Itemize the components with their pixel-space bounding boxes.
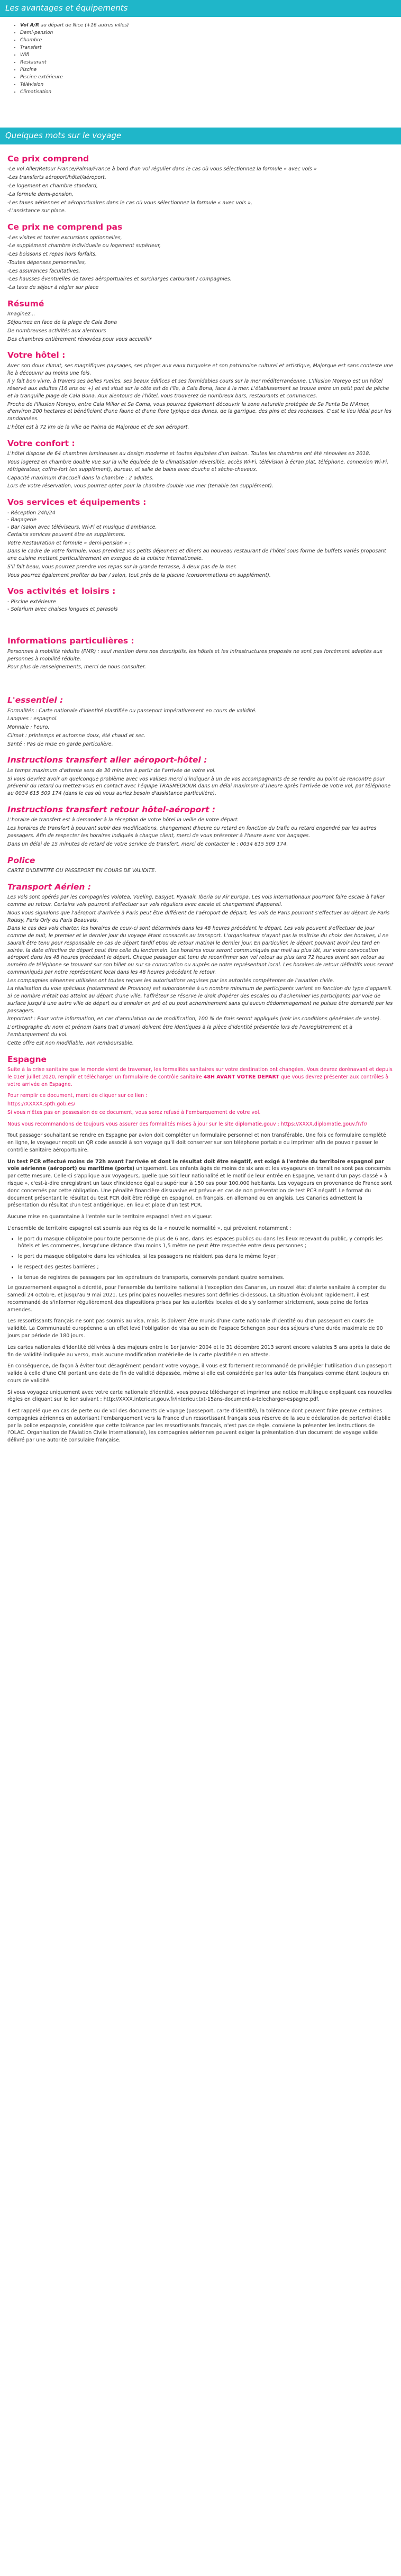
essentials-line: Monnaie : l'euro. <box>7 724 50 731</box>
air-transport-paragraph: L'orthographe du nom et prénom (sans trait d'union) doivent être identiques à la pièce d'identité présentée lors de l'enregistrement et à l'embarquement du vol. <box>7 1024 353 1038</box>
comfort-paragraph: Lors de votre réservation, vous pourrez opter pour la chambre double vue mer (tenable (en supplément). <box>7 483 274 489</box>
spacer <box>7 613 394 629</box>
equipment-list <box>20 22 394 96</box>
summary-line: Des chambres entièrement rénovées pour vous accueillir <box>7 336 152 342</box>
price-excludes-line: -Les assurances facultatives, <box>7 268 80 274</box>
spain-text <box>7 1066 394 1444</box>
price-excludes-line: -Les visites et toutes excursions optionnelles, <box>7 234 122 241</box>
spain-paragraph: Il est rappelé que en cas de perte ou de vol des documents de voyage (passeport, carte d'identité), la tolérance dont peuvent faire preuve certaines compagnies aériennes en autorisant l'embarquement vers la France d'un ressortissant français sous réserve de la seule déclaration de perte/vol établie par la police espagnole, considère que cette tolérance par les ressortissants français, n'est pas de règle. conviene la présenter les instructions de l'OLAC. Organisation de l'Aviation Civile Internationale), les compagnies aériennes peuvent exiger la présentation d'un document de voyage valide délivré par une autorité consulaire française. <box>7 1408 391 1444</box>
air-transport-paragraph: La réalisation du voie spéciaux (notamment de Province) est subordonnée à un nombre minimum de participants variant en fonction du type d'appareil. Si ce nombre n'était pas atteint au départ d'une ville, l'affréteur se réserve le droit d'opérer des escales ou d'acheminer les participants par voie de surface jusqu'à une autre ville de départ ou d'annuler en pré et ou post acheminement sans qu'aucun dédommagement ne puisse être demandé par les passagers. <box>7 986 393 1014</box>
spain-link[interactable]: https://XXXXX.spth.gob.es/ <box>7 1101 76 1108</box>
price-excludes-line: -Toutes dépenses personnelles, <box>7 259 86 266</box>
spain-paragraph: Suite à la crise sanitaire que le monde vient de traverser, les formalités sanitaires sur votre destination ont changées. Vous devrez dorénavant et depuis le 01er juillet 2020, remplir et télécharger un formulaire de contrôle sanitaire 48H AVANT VOTRE DEPART que vous devrez présenter aux contrôles à votre arrivée en Espagne. <box>7 1067 393 1087</box>
services-item: - Bagagerie <box>7 516 394 524</box>
price-includes-line: -La formule demi-pension, <box>7 191 74 197</box>
spain-rules-list <box>18 1236 394 1282</box>
equipment-item: • Transfert <box>20 44 394 51</box>
activities-item: - Solarium avec chaises longues et parasols <box>7 606 394 613</box>
services-paragraph: Dans le cadre de votre formule, vous prendrez vos petits déjeuners et dîners au nouveau restaurant de l'hôtel sous forme de buffets variés proposant une cuisine mettant particulièrement en exergue de la cuisine internationale. <box>7 548 386 562</box>
equipment-item: • Demi-pension <box>20 30 394 37</box>
hotel-paragraph: Proche de l'Illusion Moreyo, entre Cala Millor et Sa Coma, vous pourrez également découvrir la zone naturelle protégée de Sa Punta De N'Amer, d'environ 200 hectares et bénéficiant d'une faune et d'une flore typique des dunes, de la garrigue, des pins et des rochesses. C'est le lieu idéal pour les randonnées. <box>7 401 391 422</box>
spain-paragraph: Si vous n'êtes pas en possession de ce document, vous serez refusé à l'embarquement de votre vol. <box>7 1109 261 1115</box>
essentials-heading: L'essentiel : <box>7 695 63 705</box>
services-heading: Vos services et équipements : <box>7 497 147 507</box>
price-includes-line: -Le vol Aller/Retour France/Palma/France à bord d'un vol régulier dans le cas où vous sélectionnez la formule « avec vols » <box>7 166 317 173</box>
transfer-return-paragraph: L'horaire de transfert est à demander à la réception de votre hôtel la veille de votre départ. <box>7 817 239 823</box>
services-text <box>7 510 394 579</box>
equipment-section-header: Les avantages et équipements <box>0 0 401 17</box>
info-heading: Informations particulières : <box>7 636 134 646</box>
price-excludes-heading: Ce prix ne comprend pas <box>7 222 123 232</box>
police-heading: Police <box>7 855 35 865</box>
air-transport-paragraph: Dans le cas des vols charter, les horaires de ceux-ci sont déterminés dans les 48 heures précédant le départ. Les vols peuvent s'effectuer de jour comme de nuit, le premier et le dernier jour du voyage étant consacrés au transport. L'organisateur n'ayant pas la maîtrise du choix des horaires, il ne saurait être tenu pour responsable en cas de départ tardif et/ou de retour matinal le dernier jour. En particulier, le départ pouvant avoir lieu tard en soirée, la date effective de départ peut être celle du lendemain. Les horaires vous seront communiqués par mail au plus tôt, sur votre convocation aéroport dans les 48 heures précédant le départ. Chaque passager est tenu de reconfirmer son vol retour au plus tard 72 heures avant son retour au numéro de téléphone se trouvant sur son billet ou sur sa convocation ou auprès de notre représentant local. Les horaires de retour définitifs vous seront communiqués par notre représentant local dans les 48 heures précédant le retour. <box>7 926 394 975</box>
spain-paragraph: Si vous voyagez uniquement avec votre carte nationale d'identité, vous pouvez télécharger et imprimer une notice multilingue expliquant ces nouvelles règles en cliquant sur le lien suivant : http://XXXX.interieur.gouv.fr/interieur.txt-15ans-document-a-telecharger-espagne.pdf. <box>7 1389 392 1403</box>
spain-rule-item: • le port du masque obligatoire dans les véhicules, si les passagers ne résident pas dans le même foyer ; <box>18 1253 394 1260</box>
essentials-line: Formalités : Carte nationale d'identité plastifiée ou passeport impérativement en cours de validité. <box>7 708 257 714</box>
services-item: - Réception 24h/24 <box>7 510 394 517</box>
price-excludes-line: -La taxe de séjour à régler sur place <box>7 285 99 291</box>
transfer-return-paragraph: Dans un délai de 15 minutes de retard de votre service de transfert, merci de contacter le : 0034 615 509 174. <box>7 841 288 847</box>
transfer-outbound-text <box>7 767 394 797</box>
trip-section <box>0 144 401 1453</box>
transfer-return-text <box>7 817 394 848</box>
price-includes-list <box>7 166 394 215</box>
equipment-item: • Vol A/R au départ de Nice (+16 autres villes) <box>20 22 394 29</box>
services-list <box>7 510 394 531</box>
hotel-heading: Votre hôtel : <box>7 350 66 360</box>
price-excludes-line: -Le supplément chambre individuelle ou logement supérieur, <box>7 243 161 249</box>
spain-rule-item: • la tenue de registres de passagers par les opérateurs de transports, conservés pendant quatre semaines. <box>18 1274 394 1282</box>
spain-paragraph: En conséquence, de façon à éviter tout désagrément pendant votre voyage, il vous est fortement recommandé de privilégier l'utilisation d'un passeport valide à celle d'une CNI portant une date de fin de validité dépassée, même si elle est considérée par les autorités françaises comme étant toujours en cours de validité. <box>7 1363 391 1384</box>
comfort-paragraph: Capacité maximum d'accueil dans la chambre : 2 adultes. <box>7 475 154 481</box>
activities-item: - Piscine extérieure <box>7 598 394 606</box>
services-paragraph: Votre Restauration et formule « demi-pension » : <box>7 540 131 546</box>
spain-paragraph: Tout passager souhaitant se rendre en Espagne par avion doit compléter un formulaire personnel et non transférable. Une fois ce formulaire complété en ligne, le voyageur reçoit un QR code associé à son voyage qu'il doit conserver sur son téléphone portable ou imprimer afin de pouvoir passer le contrôle sanitaire aéroportuaire. <box>7 1132 386 1153</box>
equipment-item: • Piscine extérieure <box>20 74 394 81</box>
info-paragraph: Pour plus de renseignements, merci de nous consulter. <box>7 664 146 670</box>
hotel-text <box>7 362 394 431</box>
air-transport-paragraph: Important : Pour votre information, en cas d'annulation ou de modification, 100 % de frais seront appliqués (voir les conditions générales de vente). <box>7 1016 381 1022</box>
summary-line: Imaginez... <box>7 311 35 318</box>
spacer <box>0 104 401 128</box>
spain-paragraph: Nous vous recommandons de toujours vous assurer des formalités mises à jour sur le site diplomatie.gouv : https://XXXX.diplomatie.gouv.fr/fr/ <box>7 1121 368 1127</box>
services-item: - Bar (salon avec téléviseurs, Wi-Fi et musique d'ambiance. <box>7 524 394 531</box>
spain-paragraph: L'ensemble de territoire espagnol est soumis aux règles de la « nouvelle normalité », qui prévoient notamment : <box>7 1225 291 1231</box>
summary-list <box>7 311 394 343</box>
hotel-paragraph: Avec son doux climat, ses magnifiques paysages, ses plages aux eaux turquoise et son patrimoine culturel et artistique, Majorque est sans conteste une île à découvrir au moins une fois. <box>7 362 394 376</box>
hotel-paragraph: L'hôtel est à 72 km de la ville de Palma de Majorque et de son aéroport. <box>7 424 189 430</box>
services-paragraph: Certains services peuvent être en supplément. <box>7 531 126 538</box>
equipment-section <box>0 17 401 104</box>
police-paragraph: CARTE D'IDENTITE OU PASSEPORT EN COURS DE VALIDITE. <box>7 868 157 874</box>
services-paragraph: S'il fait beau, vous pourrez prendre vos repas sur la grande terrasse, à deux pas de la mer. <box>7 564 237 570</box>
essentials-line: Climat : printemps et automne doux, été chaud et sec. <box>7 732 146 739</box>
comfort-text <box>7 450 394 490</box>
air-transport-paragraph: Les vols sont opérés par les compagnies Volotea, Vueling, Easyjet, Ryanair, Iberia ou Air Europa. Les vols internationaux pourront faire escale à l'aller comme au retour. Certains vols pourront s'effectuer sur vols réguliers avec escale et changement d'appareil. <box>7 894 385 908</box>
services-paragraph: Vous pourrez également profiter du bar / salon, tout près de la piscine (consommations en supplément). <box>7 572 271 578</box>
activities-list <box>7 598 394 613</box>
price-includes-line: -Les taxes aériennes et aéroportuaires dans le cas où vous sélectionnez la formule « avec vols », <box>7 199 252 206</box>
summary-line: Séjournez en face de la plage de Cala Bona <box>7 320 117 326</box>
spacer <box>7 672 394 688</box>
spain-paragraph: Aucune mise en quarantaine à l'entrée sur le territoire espagnol n'est en vigueur. <box>7 1214 213 1220</box>
spain-paragraph: Pour remplir ce document, merci de cliquer sur ce lien : <box>7 1093 148 1099</box>
essentials-line: Santé : Pas de mise en garde particulière. <box>7 741 113 747</box>
transfer-outbound-paragraph: Si vous devriez avoir un quelconque problème avec vos valises merci d'indiquer à un de vos accompagnants de se rendre au point de rencontre pour prévenir du retard ou mettez-vous en contact avec l'équipe TRASMEDIOUR dans un délai maximum d'1heure après l'arrivée de votre vol, par téléphone au 0034 615 509 174 (dans le cas où vous auriez besoin d'assistance particulière). <box>7 776 391 797</box>
price-excludes-line: -Les hausses éventuelles de taxes aéroportuaires et surcharges carburant / compagnies. <box>7 276 232 283</box>
equipment-item: • Chambre <box>20 37 394 44</box>
air-transport-heading: Transport Aérien : <box>7 882 92 892</box>
comfort-heading: Votre confort : <box>7 438 75 448</box>
spain-rule-item: • le respect des gestes barrières ; <box>18 1264 394 1271</box>
price-includes-line: -L'assistance sur place. <box>7 208 66 214</box>
equipment-item: • Wifi <box>20 52 394 59</box>
activities-heading: Vos activités et loisirs : <box>7 586 116 596</box>
spain-paragraph: Les cartes nationales d'identité délivrées à des majeurs entre le 1er janvier 2004 et le 31 décembre 2013 seront encore valables 5 ans après la date de fin de validité indiquée au verso, mais aucune modification matérielle de la carte plastifiée n'en atteste. <box>7 1344 390 1358</box>
transfer-outbound-paragraph: Le temps maximum d'attente sera de 30 minutes à partir de l'arrivée de votre vol. <box>7 767 216 774</box>
air-transport-text <box>7 894 394 1047</box>
air-transport-paragraph: Nous vous signalons que l'aéroport d'arrivée à Paris peut être différent de l'aéroport de départ, les vols de Paris pourront s'effectuer au départ de Paris Roissy, Paris Orly ou Paris Beauvais. <box>7 910 390 923</box>
air-transport-paragraph: Les compagnies aériennes utilisées ont toutes reçues les autorisations requises par les autorités compétentes de l'aviation civile. <box>7 977 334 984</box>
spain-heading: Espagne <box>7 1054 47 1064</box>
price-excludes-list <box>7 234 394 292</box>
spain-paragraph: Le gouvernement espagnol a décrété, pour l'ensemble du territoire national à l'exception des Canaries, un nouvel état d'alerte sanitaire à compter du samedi 24 octobre, et jusqu'au 9 mai 2021. Les principales nouvelles mesures sont définies ci-dessous. La situation évoluant rapidement, il est recommandé de s'informer régulièrement des dispositions prises par les autorités locales et de s'y conformer strictement, sous peine de fortes amendes. <box>7 1285 386 1313</box>
info-paragraph: Personnes à mobilité réduite (PMR) : sauf mention dans nos descriptifs, les hôtels et les infrastructures proposés ne sont pas forcément adaptés aux personnes à mobilité réduite. <box>7 648 383 662</box>
price-includes-line: -Le logement en chambre standard, <box>7 183 98 189</box>
spain-paragraph: Un test PCR effectué moins de 72h avant l'arrivée et dont le résultat doit être négatif, est exigé à l'entrée du territoire espagnol par voie aérienne (aéroport) ou maritime (ports) uniquement. Les enfants âgés de moins de six ans et les voyageurs en transit ne sont pas concernés par cette mesure. Celle-ci s'applique aux voyageurs, quelle que soit leur nationalité et le motif de leur entrée en Espagne, venant d'un pays classé « à risque », c'est-à-dire enregistrant un taux d'incidence égal ou supérieur à 150 cas pour 100.000 habitants. Les voyageurs en provenance de France sont donc concernés par cette obligation. Une pénalité financière dissuasive est prévue en cas de non présentation de test PCR négatif. Le format du document présentant le résultat du test PCR doit être rédigé en espagnol, en français, en allemand ou en anglais. Les Canaries admettent la présentation du résultat d'un test antigénique, en lieu et place d'un test PCR. <box>7 1158 392 1209</box>
summary-heading: Résumé <box>7 298 44 309</box>
equipment-item: • Piscine <box>20 67 394 74</box>
info-text <box>7 648 394 671</box>
price-includes-line: -Les transferts aéroport/hôtel/aéroport, <box>7 175 106 181</box>
equipment-item: • Climatisation <box>20 89 394 96</box>
equipment-item: • Restaurant <box>20 59 394 66</box>
comfort-paragraph: Vous logerez en chambre double vue sur la ville équipée de la climatisation réversible, accès Wi-Fi, télévision à écran plat, téléphone, connexion Wi-Fi, réfrigérateur, coffre-fort (en supplément), bureau, et salle de bains avec douche et sèche-cheveux. <box>7 459 389 473</box>
air-transport-paragraph: Cette offre est non modifiable, non remboursable. <box>7 1040 134 1046</box>
transfer-return-paragraph: Les horaires de transfert à pouvant subir des modifications, changement d'heure ou retard en fonction du trafic ou retard engendré par les autres passagers. Afin de respecter les horaires indiqués à chaque client, merci de vous présenter à l'heure avec vos bagages. <box>7 826 377 839</box>
hotel-paragraph: Il y fait bon vivre, à travers ses belles ruelles, ses beaux édifices et ses formidables cours sur la mer méditerranéenne. L'Illusion Moreyo est un hôtel réservé aux adultes (16 ans ou +) et est situé sur la côte est de l'île, à Cala Bona, face à la mer. L'établissement se trouve entre un petit port de pêche et la tranquille plage de Cala Bona. Aux alentours de l'hôtel, vous trouverez de nombreux bars, restaurants et commerces. <box>7 378 389 399</box>
transfer-return-heading: Instructions transfert retour hôtel-aéroport : <box>7 805 216 814</box>
equipment-item: • Télévision <box>20 81 394 88</box>
essentials-line: Langues : espagnol. <box>7 716 58 722</box>
comfort-paragraph: L'hôtel dispose de 64 chambres lumineuses au design moderne et toutes équipées d'un balcon. Toutes les chambres ont été rénovées en 2018. <box>7 451 371 457</box>
police-text <box>7 867 394 875</box>
spain-rule-item: • le port du masque obligatoire pour toute personne de plus de 6 ans, dans les espaces publics ou dans les lieux recevant du public, y compris les hôtels et les commerces, lorsqu'une distance d'au moins 1,5 mètre ne peut être respectée entre deux personnes ; <box>18 1236 394 1250</box>
trip-section-header: Quelques mots sur le voyage <box>0 128 401 144</box>
summary-line: De nombreuses activités aux alentours <box>7 328 106 334</box>
essentials-text <box>7 708 394 748</box>
price-includes-heading: Ce prix comprend <box>7 153 89 164</box>
spain-paragraph: Les ressortissants français ne sont pas soumis au visa, mais ils doivent être munis d'une carte nationale d'identité ou d'un passeport en cours de validité. La Communauté européenne a un effet levé l'obligation de visa au sein de l'espace Schengen pour des séjours d'une durée maximale de 90 jours par période de 180 jours. <box>7 1318 383 1339</box>
transfer-outbound-heading: Instructions transfert aller aéroport-hôtel : <box>7 755 207 765</box>
price-excludes-line: -Les boissons et repas hors forfaits, <box>7 251 97 258</box>
